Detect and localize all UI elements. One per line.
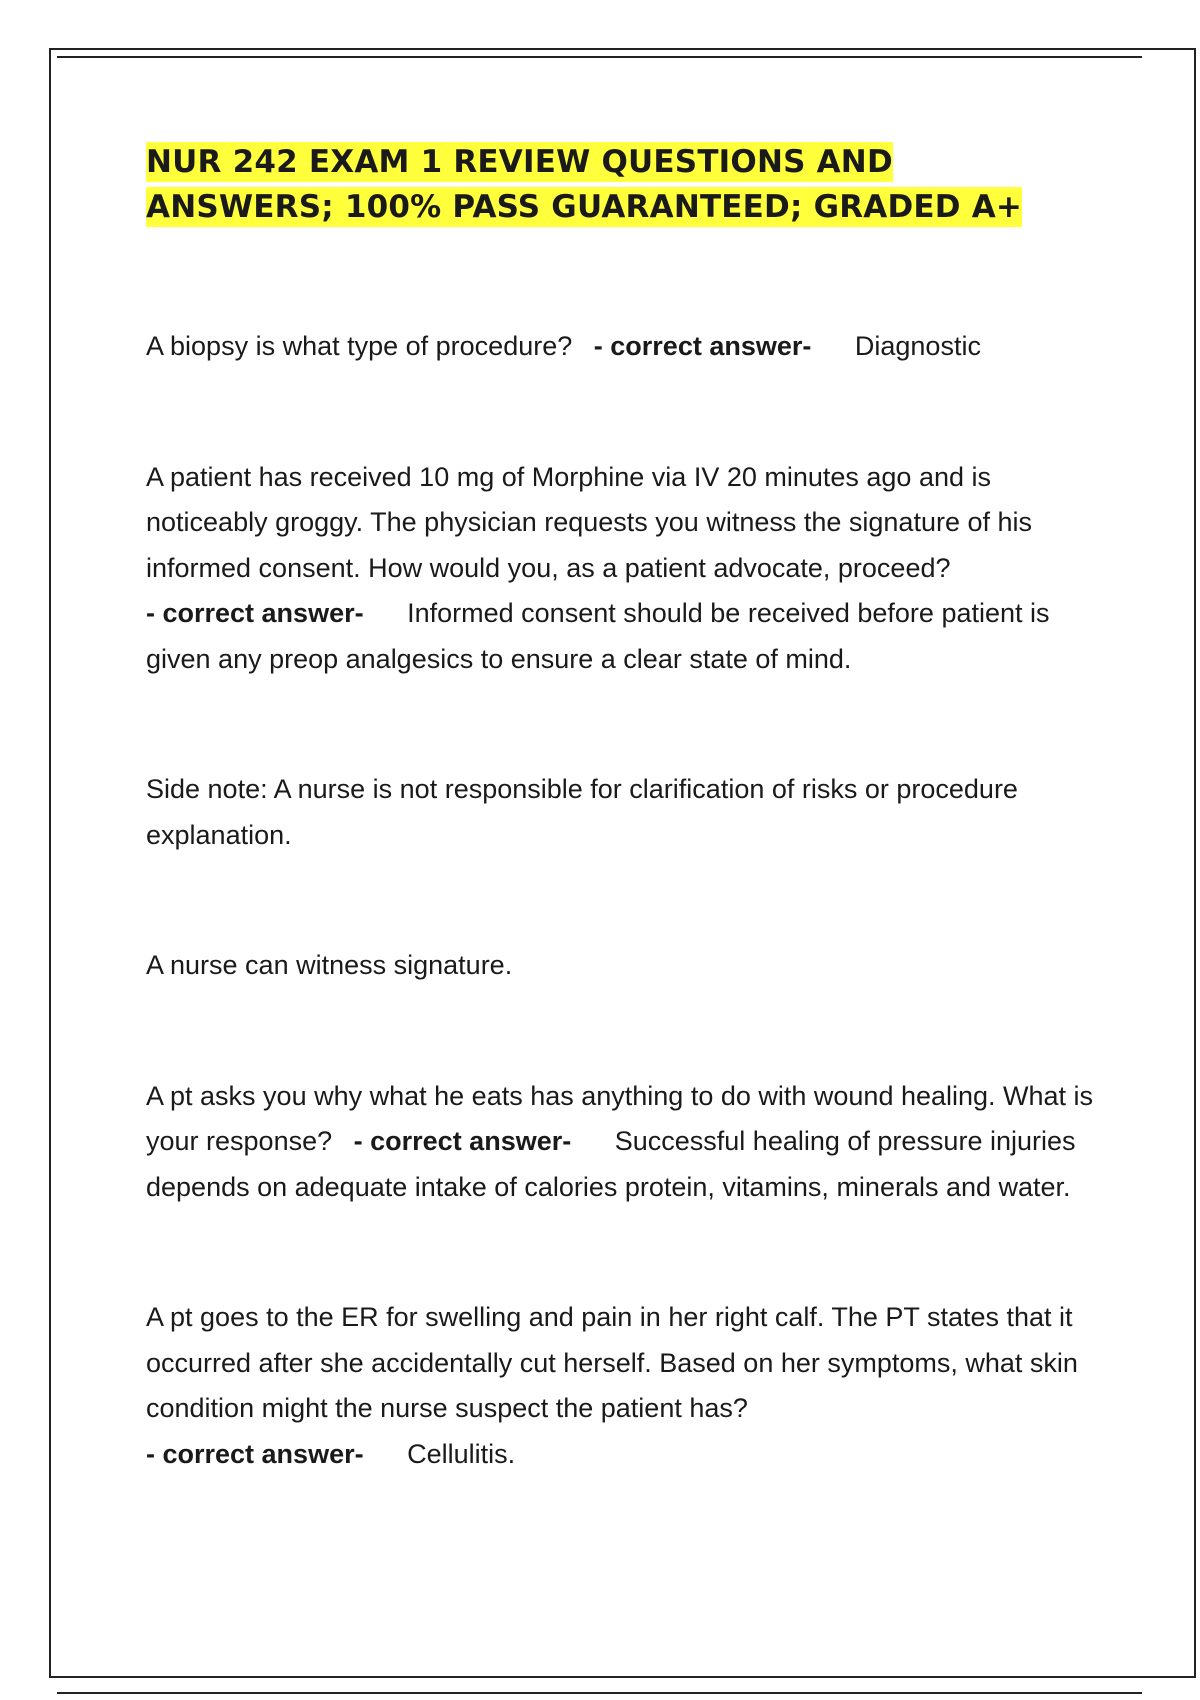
document-body [146,140,1116,1477]
answer-label-1: - correct answer- [593,331,812,361]
answer-3: Successful healing of pressure injuries depends on adequate intake of calories protein, vitamins, minerals and water. [146,1126,1076,1202]
qa-item-3 [146,1074,1116,1211]
answer-2: Informed consent should be received before patient is given any preop analgesics to ensure a clear state of mind. [146,598,1050,674]
question-4: A pt goes to the ER for swelling and pain in her right calf. The PT states that it occurred after she accidentally cut herself. Based on her symptoms, what skin condition might the nurse suspect the patient has? [146,1302,1078,1423]
bottom-rule [57,1692,1142,1694]
answer-label-4: - correct answer- [146,1438,364,1469]
side-note: Side note: A nurse is not responsible for clarification of risks or procedure explanation. [146,774,1018,850]
qa-item-4 [146,1295,1116,1477]
question-2: A patient has received 10 mg of Morphine via IV 20 minutes ago and is noticeably groggy. The physician requests you witness the signature of his informed consent. How would you, as a patient advocate, proceed? [146,461,1033,583]
title-line-1: NUR 242 EXAM 1 REVIEW QUESTIONS AND [146,144,893,180]
answer-4: Cellulitis. [407,1438,516,1469]
question-3: A pt asks you why what he eats has anything to do with wound healing. What is your response? [146,1080,1094,1156]
qa-item-2 [146,455,1116,683]
answer-1: Diagnostic [854,331,981,361]
title-line-2: ANSWERS; 100% PASS GUARANTEED; GRADED A+ [146,189,1023,225]
answer-label-2: - correct answer- [146,598,364,628]
answer-label-3: - correct answer- [353,1126,572,1156]
top-rule [57,56,1142,58]
question-1: A biopsy is what type of procedure? [146,331,573,361]
qa-item-1 [146,324,1116,370]
document-title [146,140,1116,230]
note-witness: A nurse can witness signature. [146,950,513,980]
